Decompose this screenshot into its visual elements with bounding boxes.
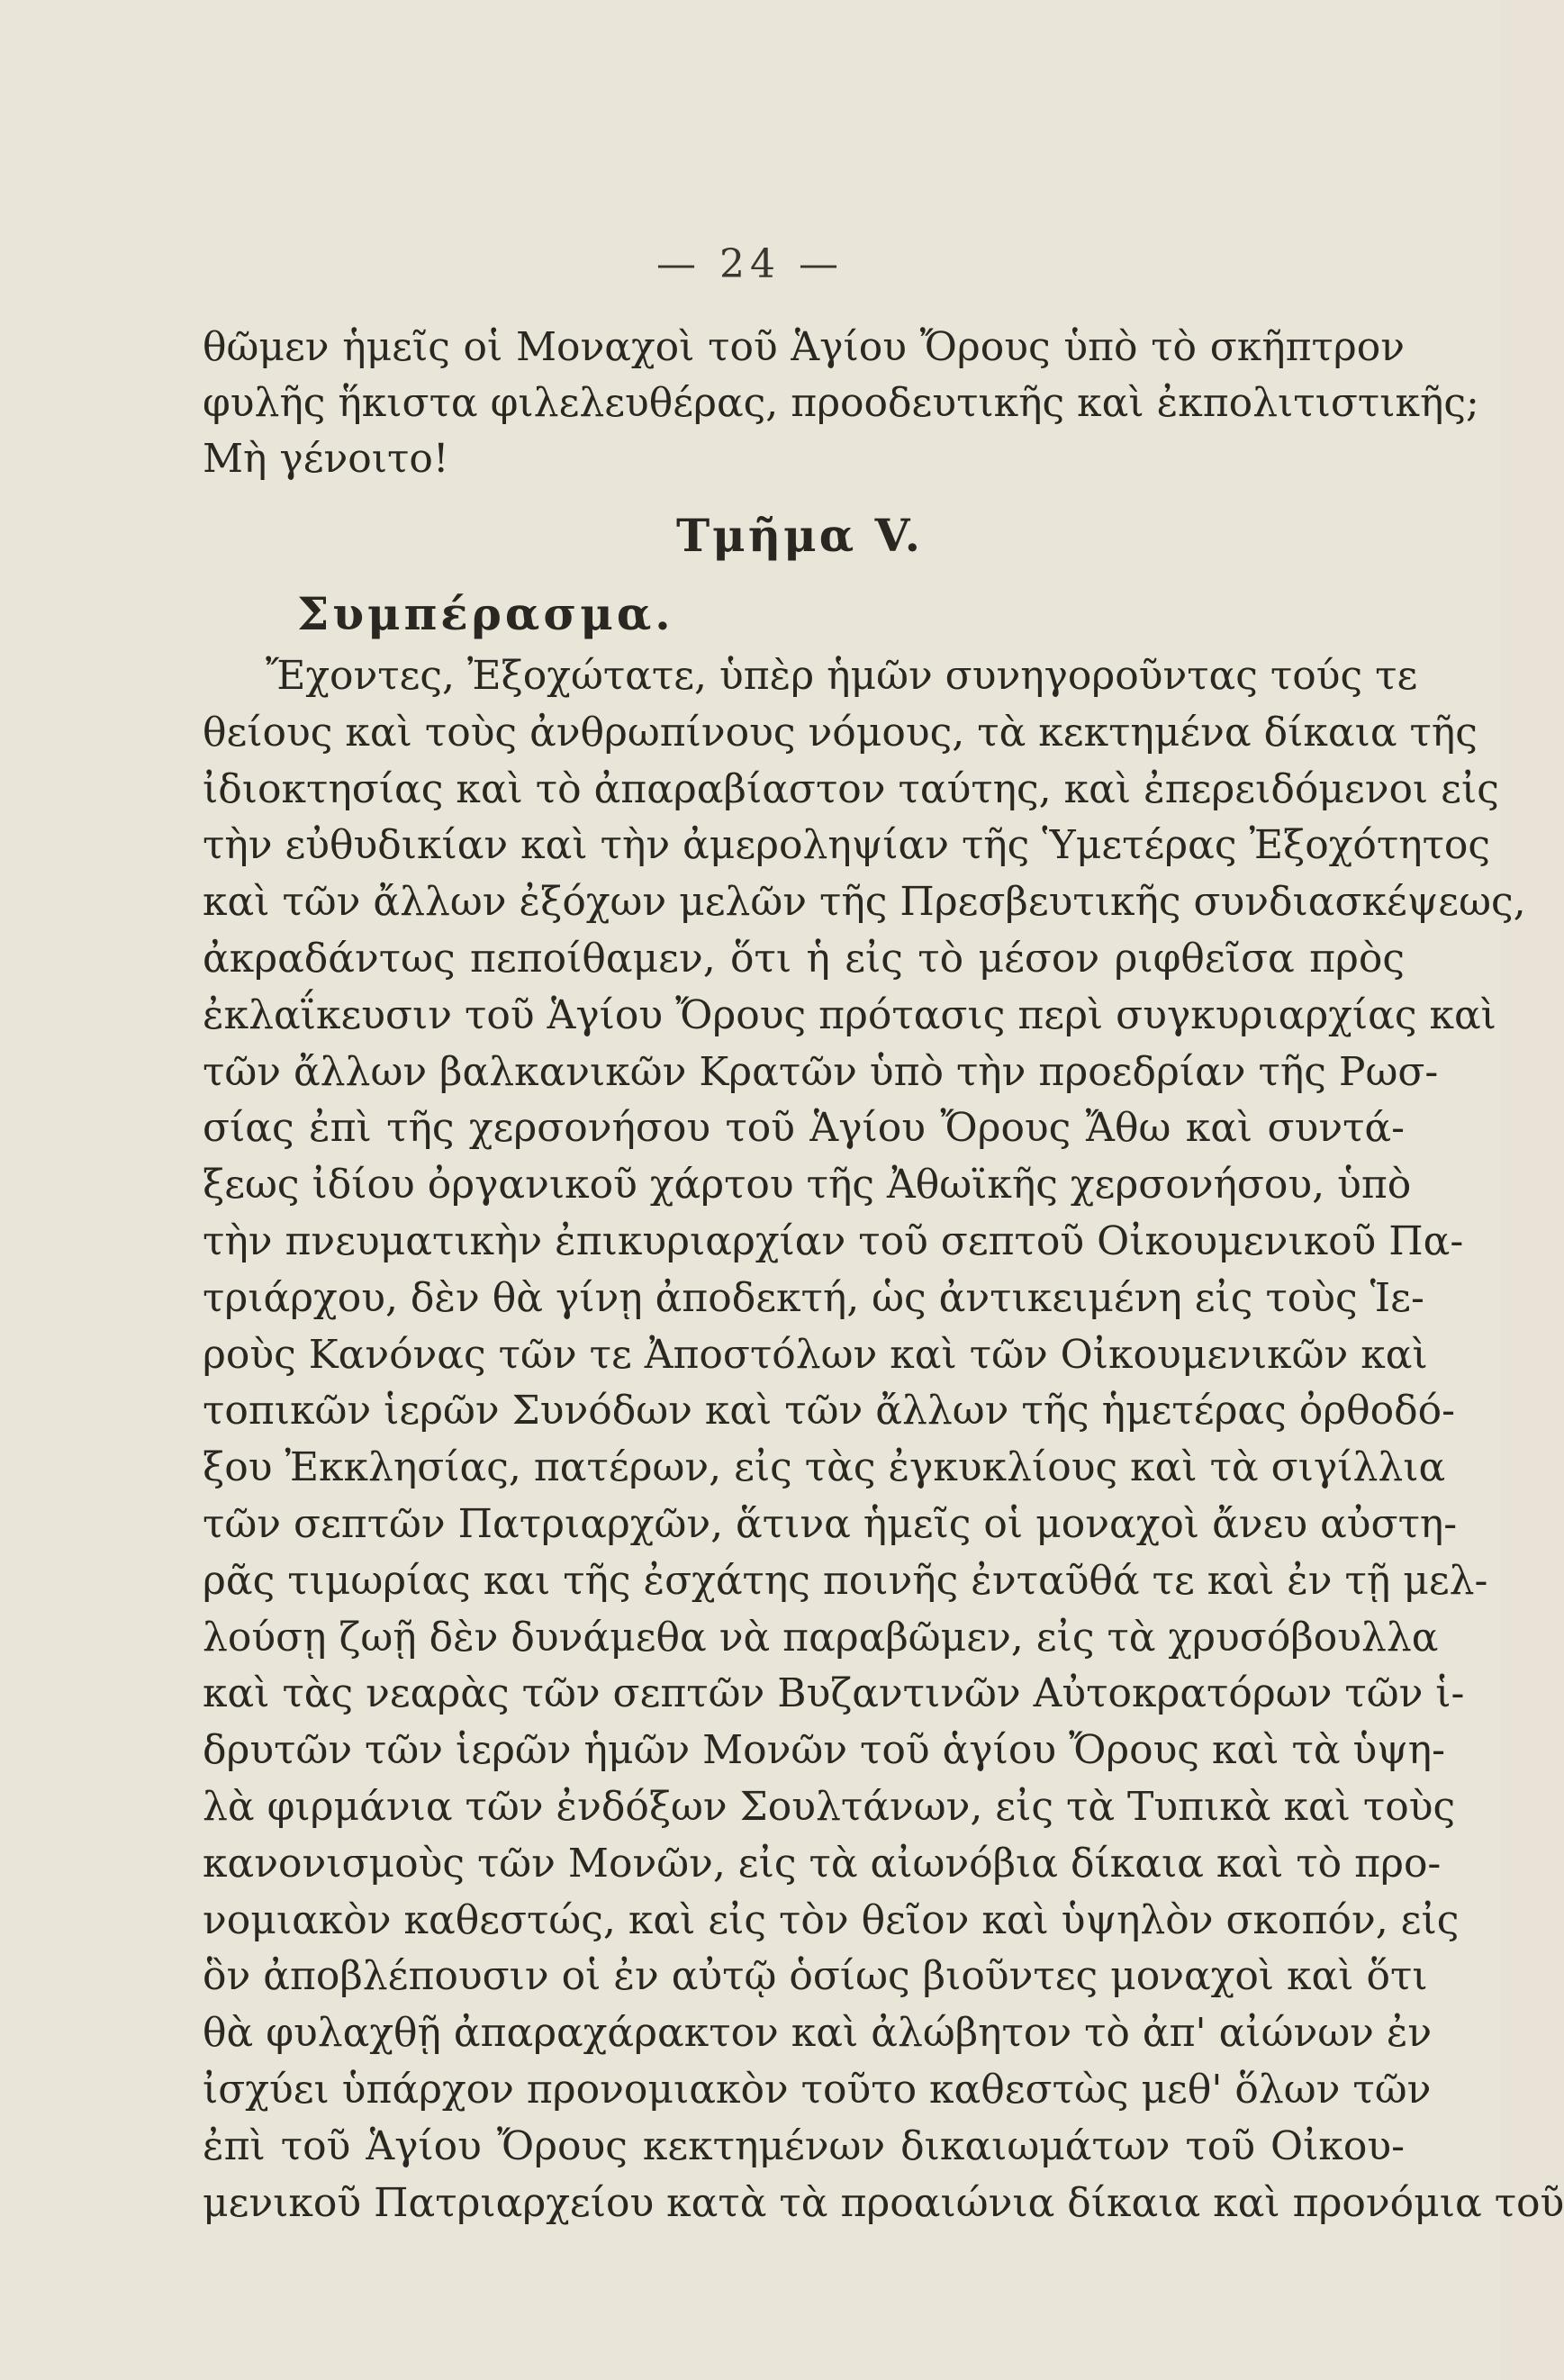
text-line: καὶ τὰς νεαρὰς τῶν σεπτῶν Βυζαντινῶν Αὐτοκρατόρων τῶν ἱ-: [203, 1670, 1465, 1717]
text-line: ἰδιοκτησίας καὶ τὸ ἀπαραβίαστον ταύτης, καὶ ἐπερειδόμενοι εἰς: [203, 765, 1499, 812]
text-line: φυλῆς ἥκιστα φιλελευθέρας, προοδευτικῆς καὶ ἐκπολιτιστικῆς;: [203, 380, 1479, 426]
text-line: λούσῃ ζωῇ δὲν δυνάμεθα νὰ παραβῶμεν, εἰς τὰ χρυσόβουλλα: [203, 1614, 1439, 1661]
text-line: ἐπὶ τοῦ Ἁγίου Ὄρους κεκτημένων δικαιωμάτων τοῦ Οἰκου-: [203, 2122, 1405, 2169]
text-line: κανονισμοὺς τῶν Μονῶν, εἰς τὰ αἰωνόβια δίκαια καὶ τὸ προ-: [203, 1840, 1442, 1887]
section-heading: Τμῆμα V.: [675, 509, 924, 562]
text-line: σίας ἐπὶ τῆς χερσονήσου τοῦ Ἁγίου Ὄρους Ἄθω καὶ συντά-: [203, 1105, 1405, 1152]
text-line: μενικοῦ Πατριαρχείου κατὰ τὰ προαιώνια δίκαια καὶ προνόμια τοῦ: [203, 2179, 1564, 2226]
text-line: ρᾶς τιμωρίας και τῆς ἐσχάτης ποινῆς ἐνταῦθά τε καὶ ἐν τῇ μελ-: [203, 1557, 1488, 1604]
text-line: ἰσχύει ὑπάρχον προνομιακὸν τοῦτο καθεστὼς μεθ' ὅλων τῶν: [203, 2066, 1432, 2113]
page-number: — 24 —: [656, 241, 844, 287]
text-line: τῶν ἄλλων βαλκανικῶν Κρατῶν ὑπὸ τὴν προεδρίαν τῆς Ρωσ-: [203, 1048, 1439, 1095]
subsection-heading: Συμπέρασμα.: [297, 587, 674, 640]
text-line: τριάρχου, δὲν θὰ γίνῃ ἀποδεκτή, ὡς ἀντικειμένη εἰς τοὺς Ἱε-: [203, 1274, 1424, 1321]
text-line: ἀκραδάντως πεποίθαμεν, ὅτι ἡ εἰς τὸ μέσον ριφθεῖσα πρὸς: [203, 935, 1405, 982]
text-line: θῶμεν ἡμεῖς οἱ Μοναχοὶ τοῦ Ἁγίου Ὄρους ὑπὸ τὸ σκῆπτρον: [203, 324, 1405, 370]
text-line: δρυτῶν τῶν ἱερῶν ἡμῶν Μονῶν τοῦ ἁγίου Ὄρους καὶ τὰ ὑψη-: [203, 1727, 1446, 1774]
text-line: θὰ φυλαχθῇ ἀπαραχάρακτον καὶ ἀλώβητον τὸ ἀπ' αἰώνων ἐν: [203, 2010, 1433, 2057]
text-line: ξεως ἰδίου ὀργανικοῦ χάρτου τῆς Ἀθωϊκῆς χερσονήσου, ὑπὸ: [203, 1162, 1412, 1208]
text-line: ὃν ἀποβλέπουσιν οἱ ἐν αὐτῷ ὁσίως βιοῦντες μοναχοὶ καὶ ὅτι: [203, 1953, 1428, 2000]
intro-paragraph: [203, 320, 1479, 487]
body-paragraph: [203, 648, 1564, 2231]
text-line: τὴν εὐθυδικίαν καὶ τὴν ἀμεροληψίαν τῆς Ὑμετέρας Ἐξοχότητος: [203, 822, 1491, 869]
text-line: νομιακὸν καθεστώς, καὶ εἰς τὸν θεῖον καὶ ὑψηλὸν σκοπόν, εἰς: [203, 1896, 1460, 1943]
text-line: Ἔχοντες, Ἐξοχώτατε, ὑπὲρ ἡμῶν συνηγοροῦντας τούς τε: [266, 653, 1418, 699]
text-line: ἐκλαΐκευσιν τοῦ Ἁγίου Ὄρους πρότασις περὶ συγκυριαρχίας καὶ: [203, 991, 1496, 1038]
text-line: ξου Ἐκκλησίας, πατέρων, εἰς τὰς ἐγκυκλίους καὶ τὰ σιγίλλια: [203, 1444, 1446, 1491]
text-line: λὰ φιρμάνια τῶν ἐνδόξων Σουλτάνων, εἰς τὰ Τυπικὰ καὶ τοὺς: [203, 1783, 1456, 1830]
text-line: ροὺς Κανόνας τῶν τε Ἀποστόλων καὶ τῶν Οἰκουμενικῶν καὶ: [203, 1331, 1428, 1378]
text-line: τοπικῶν ἱερῶν Συνόδων καὶ τῶν ἄλλων τῆς ἡμετέρας ὀρθοδό-: [203, 1388, 1455, 1434]
text-line: Μὴ γένοιτο!: [203, 436, 449, 482]
text-line: θείους καὶ τοὺς ἀνθρωπίνους νόμους, τὰ κεκτημένα δίκαια τῆς: [203, 709, 1478, 756]
text-line: τὴν πνευματικὴν ἐπικυριαρχίαν τοῦ σεπτοῦ Οἰκουμενικοῦ Πα-: [203, 1217, 1464, 1264]
text-line: τῶν σεπτῶν Πατριαρχῶν, ἅτινα ἡμεῖς οἱ μοναχοὶ ἄνευ αὐστη-: [203, 1500, 1458, 1547]
text-line: καὶ τῶν ἄλλων ἐξόχων μελῶν τῆς Πρεσβευτικῆς συνδιασκέψεως,: [203, 879, 1526, 926]
